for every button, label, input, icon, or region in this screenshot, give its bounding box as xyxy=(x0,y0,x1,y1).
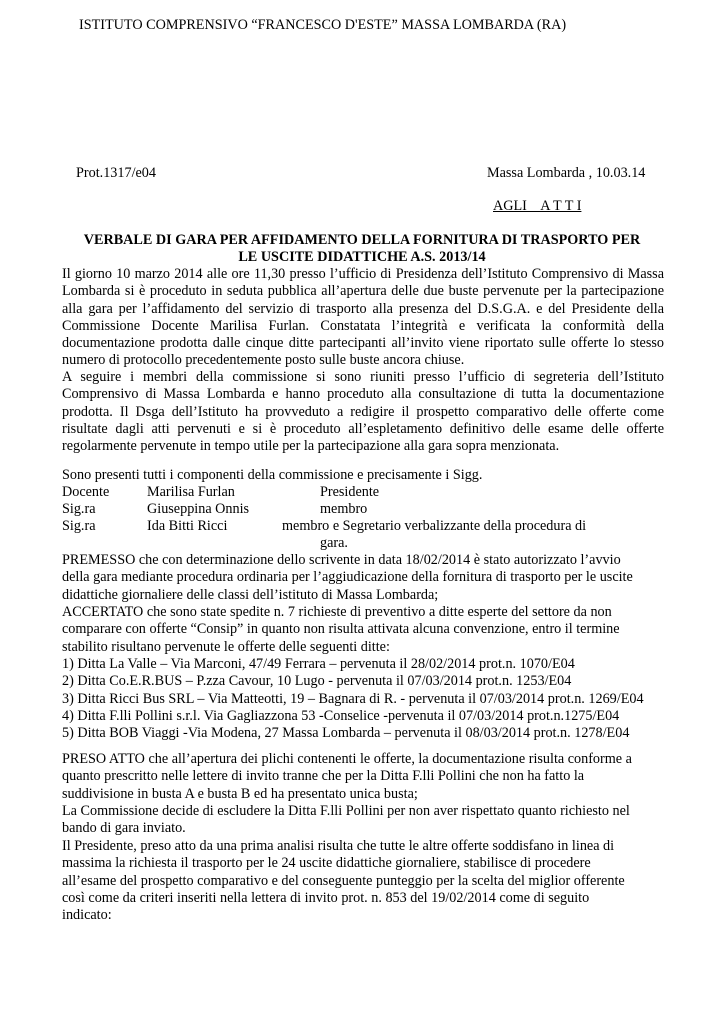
preso-atto-block xyxy=(62,751,664,803)
member-title: Docente xyxy=(62,484,110,500)
member-row xyxy=(0,518,725,552)
president-line: all’esame del prospetto comparativo e del conseguente punteggio per la scelta del miglior offerente xyxy=(62,872,625,889)
offer-item xyxy=(62,691,664,708)
decision-line: bando di gara inviato. xyxy=(62,820,186,837)
premesso-line: PREMESSO che con determinazione dello scrivente in data 18/02/2014 è stato autorizzato l’avvio xyxy=(62,552,621,568)
member-name: Ida Bitti Ricci xyxy=(147,518,228,534)
president-line: Il Presidente, preso atto da una prima analisi risulta che tutte le altre offerte soddisfano in linea di xyxy=(62,838,615,854)
commission-intro: Sono presenti tutti i componenti della commissione e precisamente i Sigg. xyxy=(62,467,483,483)
protocol-number: Prot.1317/e04 xyxy=(76,165,156,181)
school-header: ISTITUTO COMPRENSIVO “FRANCESCO D'ESTE” MASSA LOMBARDA (RA) xyxy=(79,17,567,33)
title-line-1: VERBALE DI GARA PER AFFIDAMENTO DELLA FORNITURA DI TRASPORTO PER xyxy=(83,232,641,248)
second-paragraph xyxy=(62,369,664,455)
member-name: Marilisa Furlan xyxy=(147,484,235,500)
premesso-line: della gara mediante procedura ordinaria per l’aggiudicazione della fornitura di trasporto per le uscite xyxy=(62,569,633,586)
premesso-block xyxy=(62,552,664,604)
offer-item: 2) Ditta Co.E.R.BUS – P.zza Cavour, 10 Lugo - pervenuta il 07/03/2014 prot.n. 1253/E04 xyxy=(62,673,572,690)
accertato-line: ACCERTATO che sono state spedite n. 7 richieste di preventivo a ditte esperte del settore da non xyxy=(62,604,612,620)
member-title: Sig.ra xyxy=(62,501,96,517)
member-role: membro xyxy=(320,501,368,517)
member-role: membro e Segretario verbalizzante della procedura di xyxy=(282,518,587,534)
president-block xyxy=(62,838,664,924)
president-line: massima la richiesta il trasporto per le 24 uscite didattiche giornaliere, stabilisce di procedere xyxy=(62,855,591,872)
offer-item: 5) Ditta BOB Viaggi -Via Modena, 27 Massa Lombarda – pervenuta il 08/03/2014 prot.n. 1278/E04 xyxy=(62,725,630,742)
member-row xyxy=(0,501,725,518)
preso-atto-line: PRESO ATTO che all’apertura dei plichi contenenti le offerte, la documentazione risulta conforme a xyxy=(62,751,632,767)
offer-item: 1) Ditta La Valle – Via Marconi, 47/49 Ferrara – pervenuta il 28/02/2014 prot.n. 1070/E04 xyxy=(62,656,575,672)
second-text: A seguire i membri della commissione si sono riuniti presso l’ufficio di segreteria dell’Istituto Comprensivo di Massa Lombarda e hanno proceduto alla consultazione di tutta la documentazione prodotta. Il Dsga dell’Istituto ha provveduto a redigire il prospetto comparativo delle offerte come risultate dagli atti pervenuti e si è proceduto all’espletamento definitivo delle esame delle offerte regolarmente pervenute in tempo utile per la partecipazione alla gara sopra menzionata. xyxy=(62,369,664,455)
member-row xyxy=(0,484,725,501)
offer-item: 4) Ditta F.lli Pollini s.r.l. Via Gagliazzona 53 -Conselice -pervenuta il 07/03/2014 prot.n.1275/E04 xyxy=(62,707,620,724)
offers-list xyxy=(62,656,664,742)
president-line: indicato: xyxy=(62,907,112,924)
decision-line: La Commissione decide di escludere la Ditta F.lli Pollini per non aver rispettato quanto richiesto nel xyxy=(62,803,630,819)
offer-item-text: 3) Ditta Ricci Bus SRL – Via Matteotti, 19 – Bagnara di R. - pervenuta il 07/03/2014 prot.n. 1269/E04 xyxy=(62,690,644,707)
member-role-cont: gara. xyxy=(320,535,348,551)
accertato-line: comparare con offerte “Consip” in quanto non risulta attivata alcuna convenzione, entro il termine xyxy=(62,621,620,638)
document-title xyxy=(62,232,662,266)
accertato-block xyxy=(62,604,664,656)
intro-paragraph xyxy=(62,266,664,370)
preso-atto-line: quanto prescritto nelle lettere di invito tranne che per la Ditta F.lli Pollini che non ha fatto la xyxy=(62,768,585,785)
agli-atti: AGLI A T T I xyxy=(493,198,582,214)
commission-decision xyxy=(62,803,664,838)
member-role: Presidente xyxy=(320,484,380,500)
accertato-line: stabilito risultano pervenute le offerte delle seguenti ditte: xyxy=(62,638,390,655)
member-name: Giuseppina Onnis xyxy=(147,501,250,517)
member-title: Sig.ra xyxy=(62,518,96,534)
intro-text: Il giorno 10 marzo 2014 alle ore 11,30 presso l’ufficio di Presidenza dell’Istituto Comprensivo di Massa Lombarda si è proceduto in seduta pubblica all’apertura delle due buste pervenute per la partecipazione alla gara per l’affidamento del servizio di trasporto alla presenza del D.S.G.A. e del Presidente della Commissione Docente Marilisa Furlan. Constatata l’integrità e verificata la conformità della documentazione prodotta dalle cinque ditte partecipanti all’invito viene riportato sulle offerte lo stesso numero di protocollo precedentemente posto sulle buste ancora chiuse. xyxy=(62,266,664,369)
preso-atto-line: suddivisione in busta A e busta B ed ha presentato unica busta; xyxy=(62,785,418,802)
president-line: così come da criteri inseriti nella lettera di invito prot. n. 853 del 19/02/2014 come di seguito xyxy=(62,889,590,906)
title-line-2: LE USCITE DIDATTICHE A.S. 2013/14 xyxy=(238,249,486,265)
premesso-line: didattiche giornaliere delle classi dell’istituto di Massa Lombarda; xyxy=(62,586,439,603)
place-date: Massa Lombarda , 10.03.14 xyxy=(487,165,646,181)
